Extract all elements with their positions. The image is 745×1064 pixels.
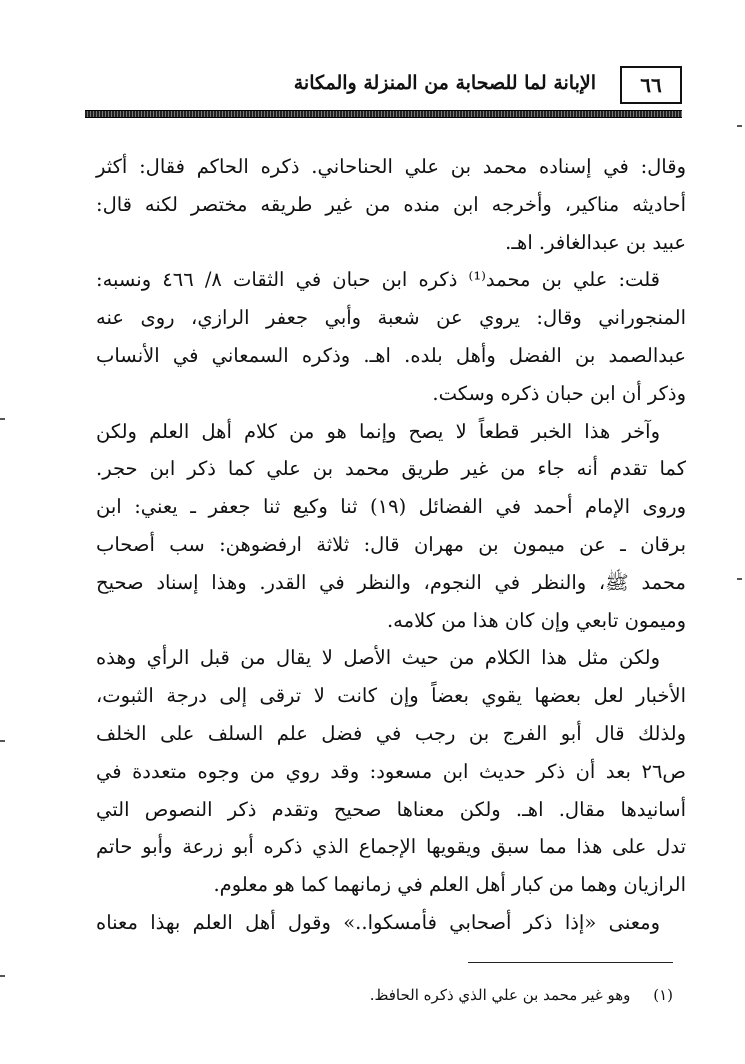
text-line: الأخبار لعل بعضها يقوي بعضاً وإن كانت لا ترقى إلى درجة الثبوت، — [96, 684, 686, 708]
page-number: ٦٦ — [620, 66, 682, 104]
text-line: كما تقدم أنه جاء من غير طريق محمد بن علي كما ذكر ابن حجر. — [96, 457, 686, 481]
text-line: عبدالصمد بن الفضل وأهل بلده. اهـ. وذكره السمعاني في الأنساب — [96, 343, 686, 367]
text-line: ص٢٦ بعد أن ذكر حديث ابن مسعود: وقد روي من وجوه متعددة في — [96, 759, 686, 783]
text-line: أسانيدها مقال. اهـ. ولكن معناها صحيح وتقدم ذكر النصوص التي — [96, 797, 686, 821]
body-text — [96, 148, 686, 942]
scan-mark — [0, 975, 5, 977]
scan-mark — [0, 418, 5, 420]
footnote — [370, 986, 673, 1004]
text-line: تدل على هذا مما سبق ويقويها الإجماع الذي ذكره أبو زرعة وأبو حاتم — [96, 835, 686, 859]
text-line: وآخر هذا الخبر قطعاً لا يصح وإنما هو من كلام أهل العلم ولكن — [96, 419, 660, 443]
text-line: الرازيان وهما من كبار أهل العلم في زمانهما كما هو معلوم. — [213, 873, 686, 897]
page-header — [85, 62, 682, 118]
footnote-separator — [468, 962, 673, 963]
text-line: وذكر أن ابن حبان ذكره وسكت. — [432, 381, 686, 405]
footnote-text: وهو غير محمد بن علي الذي ذكره الحافظ. — [369, 986, 631, 1004]
text-line: برقان ـ عن ميمون بن مهران قال: ثلاثة ارفضوهن: سب أصحاب — [96, 532, 686, 556]
header-rule — [85, 110, 682, 118]
text-line: وروى الإمام أحمد في الفضائل (١٩) ثنا وكيع ثنا جعفر ـ يعني: ابن — [96, 495, 687, 519]
running-title: الإبانة لما للصحابة من المنزلة والمكانة — [293, 72, 596, 94]
scan-mark — [737, 578, 742, 580]
text-line: وقال: في إسناده محمد بن علي الحناحاني. ذكره الحاكم فقال: أكثر — [96, 155, 686, 178]
scan-mark — [0, 740, 5, 742]
text-line: محمد ﷺ، والنظر في النجوم، والنظر في القدر. وهذا إسناد صحيح — [96, 570, 686, 594]
text-line: ومعنى «إذا ذكر أصحابي فأمسكوا..» وقول أهل العلم بهذا معناه — [96, 910, 660, 934]
text-line: قلت: علي بن محمد⁽¹⁾ ذكره ابن حبان في الثقات ٨/ ٤٦٦ ونسبه: — [96, 268, 660, 292]
text-line: المنجوراني وقال: يروي عن شعبة وأبي جعفر الرازي، روى عنه — [96, 306, 686, 330]
text-line: وميمون تابعي وإن كان هذا من كلامه. — [386, 608, 686, 632]
text-line: عبيد بن عبدالغافر. اهـ. — [505, 230, 686, 254]
text-line: أحاديثه مناكير، وأخرجه ابن منده من غير طريقه مختصر لكنه قال: — [96, 192, 686, 216]
text-line: ولكن مثل هذا الكلام من حيث الأصل لا يقال من قبل الرأي وهذه — [96, 646, 660, 670]
scan-mark — [737, 125, 742, 127]
footnote-number: (١) — [653, 986, 673, 1004]
text-line: ولذلك قال أبو الفرج بن رجب في فضل علم السلف على الخلف — [96, 721, 686, 745]
